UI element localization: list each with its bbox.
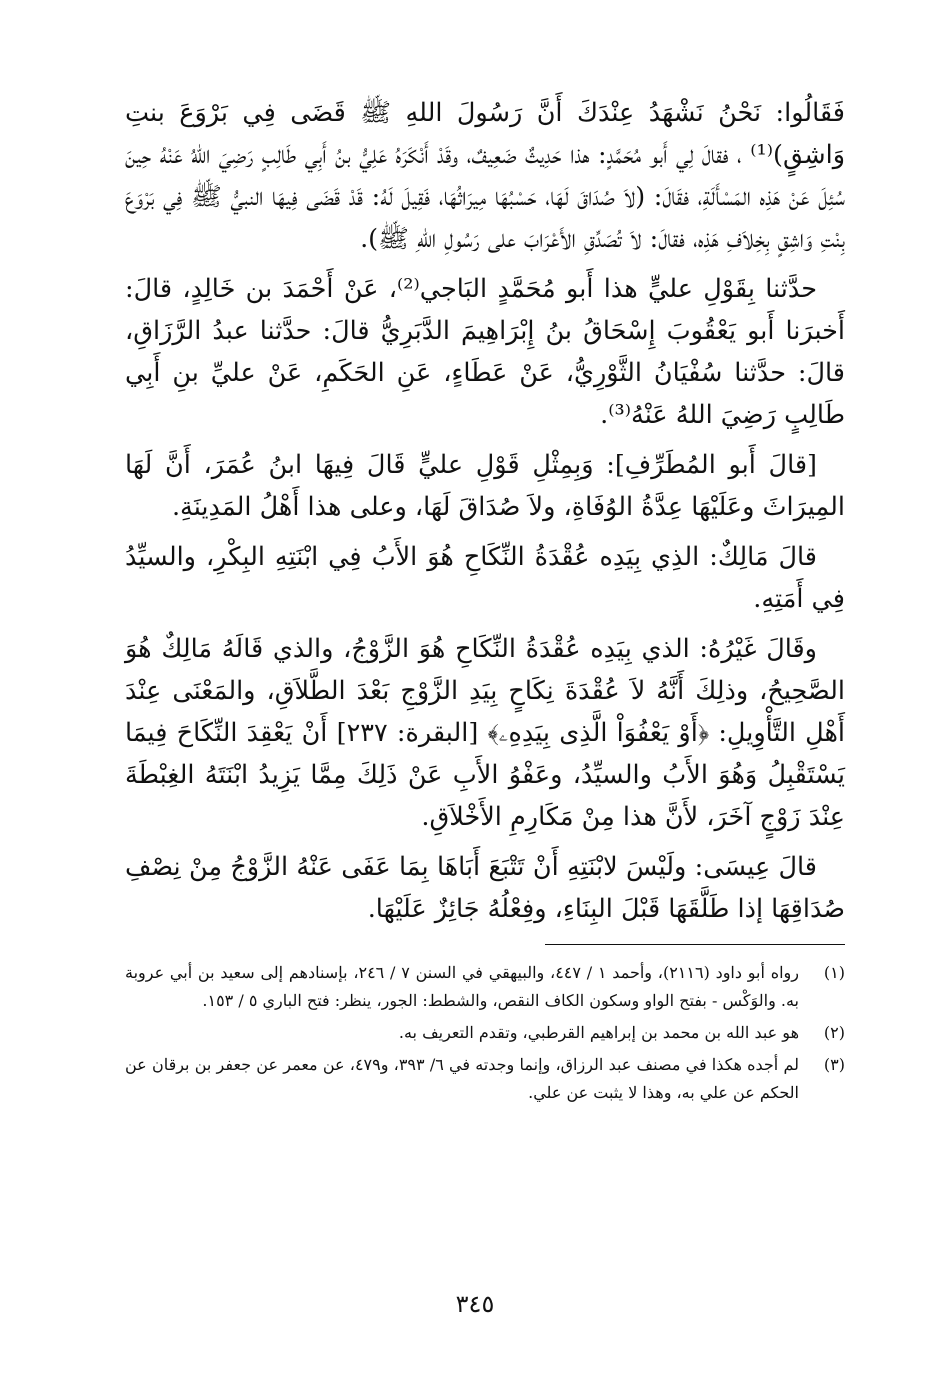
paragraph-6: قالَ عِيسَى: ولَيْسَ لابْنَتِهِ أَنْ تَتْبَعَ أَبَاهَا بِمَا عَفَى عَنْهُ الزَّوْجُ مِنْ نِصْفِ صُدَاقِهَا إذا طَلَّقَهَا قَبْلَ البِنَاءِ، وفِعْلُهُ جَائِزٌ عَلَيْهَا. bbox=[125, 852, 845, 924]
footnote-3 bbox=[125, 1051, 845, 1107]
page-number: ٣٤٥ bbox=[455, 1290, 495, 1318]
footnote-number: (٣) bbox=[823, 1055, 845, 1074]
footnote-number: (٢) bbox=[823, 1023, 845, 1042]
paragraph-1: فَقَالُوا: نَحْنُ نَشْهَدُ عِنْدَكَ أَنَّ رَسُولَ اللهِ ﷺ قَضَى فِي بَرْوَعَ بنتِ وَاشِقٍ)⁽¹⁾ ، فقالَ لِي أَبو مُحَمَّدٍ: هذا حَدِيثٌ ضَعِيفٌ، وقَدْ أَنْكَرَهُ عَلِيُّ بنُ أَبِي طَالِبٍ رَضِيَ اللهُ عَنْهُ حِينَ سُئِلَ عَنْ هَذِه المَسْأَلَةِ، فقَالَ: (لاَ صُدَاقَ لَهَا، حَسْبُهَا مِيرَاثُهَا، فَقِيلَ لَهُ: قَدْ قَضَى فِيهَا النبيُّ ﷺ فِي بَرْوَعَ بِنْتِ وَاشِقٍ بِخِلاَفِ هَذِه، فقالَ: لاَ تُصَدِّقِ الأَعْرَابَ على رَسُولِ اللهِ ﷺ). bbox=[125, 98, 846, 254]
footnote-text: هو عبد الله بن محمد بن إبراهيم القرطبي، وتقدم التعريف به. bbox=[398, 1023, 799, 1042]
paragraph-2: حدَّثنا بِقَوْلِ عليٍّ هذا أَبو مُحَمَّدٍ البَاجي⁽²⁾، عَنْ أَحْمَدَ بن خَالِدٍ، قالَ: أَخبرَنا أَبو يَعْقُوبَ إِسْحَاقُ بنُ إِبْرَاهِيمَ الدَّبَرِيُّ قالَ: حدَّثنا عبدُ الرَّزَاقِ، قالَ: حدَّثنا سُفْيَانُ الثَّوْرِيُّ، عَنْ عَطَاءٍ، عَنِ الحَكَمِ، عَنْ عليِّ بنِ أَبِي طَالِبٍ رَضِيَ اللهُ عَنْهُ⁽³⁾. bbox=[125, 274, 845, 430]
paragraph-3: [قالَ أَبو المُطَرِّفِ]: وَبِمِثْلِ قَوْلِ عليٍّ قَالَ فِيهَا ابنُ عُمَرَ، أَنَّ لَهَا المِيرَاثَ وعَلَيْهَا عِدَّةُ الوُفَاةِ، ولاَ صُدَاقَ لَهَا، وعلى هذا أَهْلُ المَدِينَةِ. bbox=[125, 450, 845, 522]
footnote-divider bbox=[545, 944, 845, 945]
main-text bbox=[125, 92, 845, 930]
footnote-text: لم أجده هكذا في مصنف عبد الرزاق، وإنما وجدته في ٦/ ٣٩٣، و٤٧٩، عن معمر عن جعفر بن برقان عن الحكم عن علي به، وهذا لا يثبت عن علي. bbox=[125, 1055, 799, 1102]
footnote-number: (١) bbox=[823, 963, 845, 982]
page-content bbox=[125, 92, 845, 1111]
footnote-1 bbox=[125, 959, 845, 1015]
footnote-text: رواه أبو داود (٢١١٦)، وأحمد ١ / ٤٤٧، والبيهقي في السنن ٧ / ٢٤٦، بإسنادهم إلى سعيد بن أبي عروبة به. والوَكْس - بفتح الواو وسكون الكاف النقص، والشطط: الجور، ينظر: فتح الباري ٥ / ١٥٣. bbox=[125, 963, 800, 1010]
footnote-2 bbox=[125, 1019, 845, 1047]
paragraph-5: وقَالَ غَيْرُهُ: الذي بِيَدِه عُقْدَةُ النِّكَاحِ هُوَ الزَّوْجُ، والذي قَالَهُ مَالِكٌ هُوَ الصَّحِيحُ، وذلِكَ أَنَّهُ لاَ عُقْدَةَ نِكَاحٍ بِيَدِ الزَّوْجِ بَعْدَ الطَّلاَقِ، والمَعْنَى عِنْدَ أَهْلِ التَّأْوِيلِ: ﴿أَوْ يَعْفُوَاْ الَّذِى بِيَدِهِۦ﴾ [البقرة: ٢٣٧] أَنْ يَعْقِدَ النِّكَاحَ فِيمَا يَسْتَقْبِلُ وَهُوَ الأَبُ والسيِّدُ، وعَفْوُ الأَبِ عَنْ ذَلِكَ مِمَّا يَزِيدُ ابْنَتَهُ الغِبْطَةَ عِنْدَ زَوْجٍ آخَرَ، لأَنَّ هذا مِنْ مَكَارِمِ الأَخْلاَقِ. bbox=[125, 634, 846, 832]
footnotes bbox=[125, 959, 845, 1107]
paragraph-4: قالَ مَالِكٌ: الذِي بِيَدِه عُقْدَةُ النِّكَاحِ هُوَ الأَبُ فِي ابْنَتِهِ البِكْرِ، والسيِّدُ فِي أَمَتِهِ. bbox=[125, 542, 845, 614]
